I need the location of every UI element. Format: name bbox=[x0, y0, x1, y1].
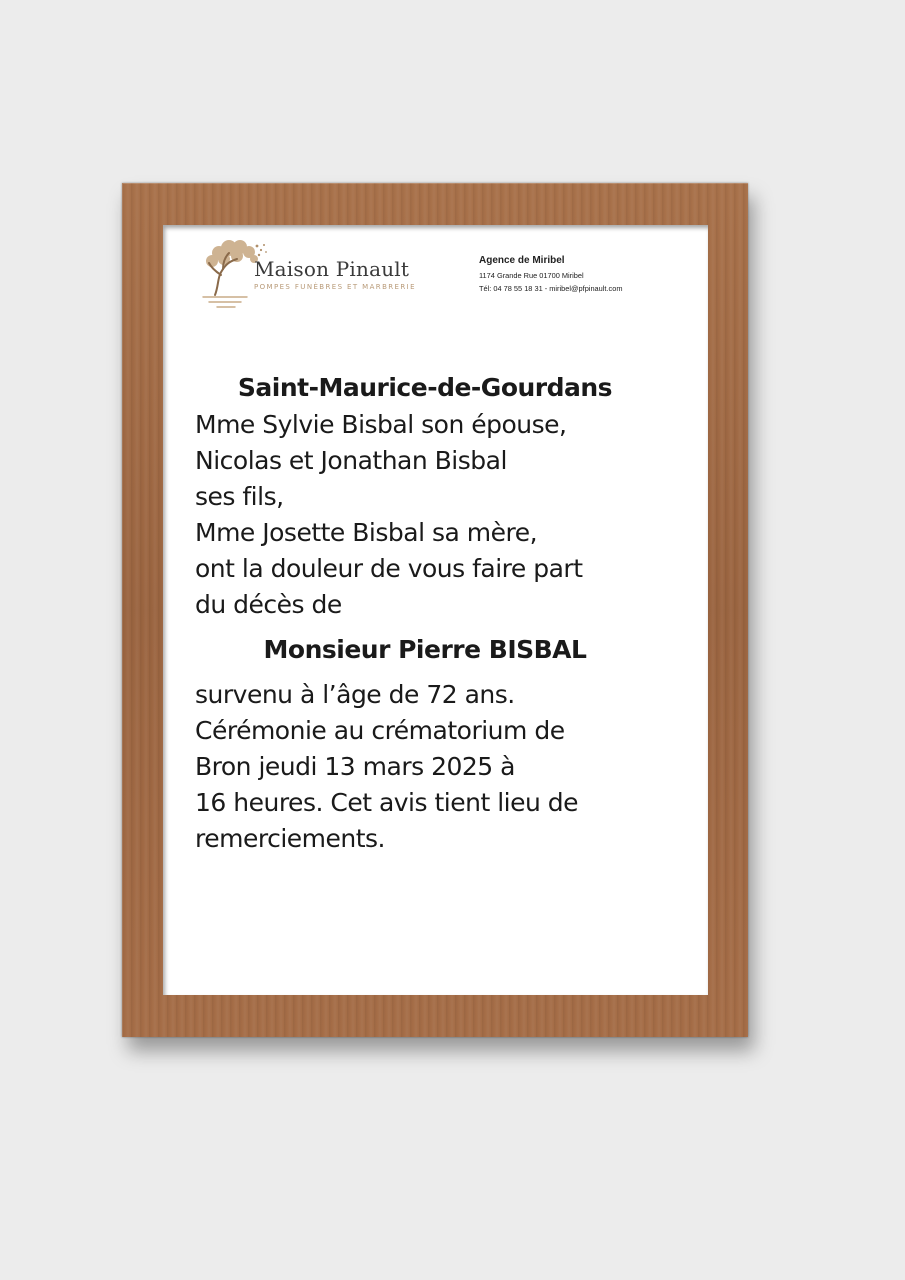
logo-name: Maison Pinault bbox=[254, 257, 410, 281]
notice-town: Saint-Maurice-de-Gourdans bbox=[237, 373, 613, 402]
maison-pinault-logo bbox=[197, 237, 447, 317]
picture-frame bbox=[122, 183, 748, 1037]
notice-closing-line: Cérémonie au crématorium de bbox=[195, 716, 565, 745]
agency-address: 1174 Grande Rue 01700 Miribel bbox=[479, 271, 584, 280]
notice-closing-line: Bron jeudi 13 mars 2025 à bbox=[195, 752, 515, 781]
notice-intro-line: Mme Sylvie Bisbal son épouse, bbox=[195, 410, 567, 439]
agency-contact: Tél: 04 78 55 18 31 - miribel@pfpinault.com bbox=[479, 284, 623, 293]
notice-closing-line: 16 heures. Cet avis tient lieu de bbox=[195, 788, 579, 817]
notice-intro-line: Nicolas et Jonathan Bisbal bbox=[195, 446, 507, 475]
notice-intro-line: ont la douleur de vous faire part bbox=[195, 554, 583, 583]
notice-intro-line: Mme Josette Bisbal sa mère, bbox=[195, 518, 538, 547]
notice-intro-line: du décès de bbox=[195, 590, 342, 619]
notice-closing-line: remerciements. bbox=[195, 824, 385, 853]
notice-intro-line: ses fils, bbox=[195, 482, 284, 511]
notice-closing-line: survenu à l’âge de 72 ans. bbox=[195, 680, 515, 709]
agency-title: Agence de Miribel bbox=[479, 255, 565, 266]
death-notice bbox=[195, 369, 695, 857]
notice-paper bbox=[163, 225, 708, 995]
deceased-name: Monsieur Pierre BISBAL bbox=[263, 635, 587, 664]
logo-tagline: POMPES FUNÈBRES ET MARBRERIE bbox=[254, 283, 416, 291]
agency-info bbox=[479, 255, 622, 293]
